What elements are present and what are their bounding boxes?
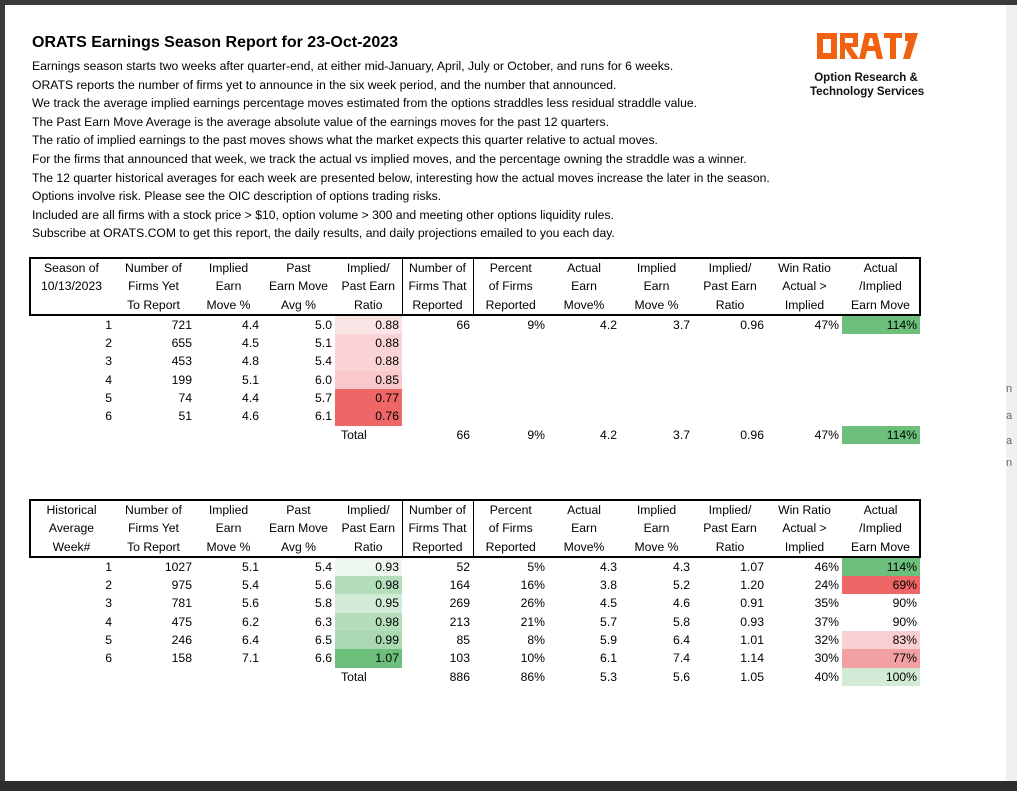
table-cell: 269 xyxy=(449,596,470,611)
column-header: Past Earn xyxy=(703,521,757,536)
column-header: of Firms xyxy=(488,521,533,536)
total-cell: 4.2 xyxy=(600,427,617,442)
table-cell: 453 xyxy=(171,354,192,369)
table-cell xyxy=(402,407,473,425)
column-header: Past xyxy=(262,500,335,519)
column-header: Reported xyxy=(402,538,473,557)
table-cell xyxy=(767,334,842,352)
table-cell: 4.2 xyxy=(600,317,617,332)
column-header: Firms That xyxy=(402,277,473,295)
column-header: Earn Move xyxy=(269,279,328,294)
table-cell xyxy=(842,389,920,407)
description-line: The 12 quarter historical averages for each week are presented below, interesting how the actual moves increase the later in the season. xyxy=(32,170,770,185)
table-cell: 3 xyxy=(105,596,112,611)
table-cell xyxy=(842,407,920,425)
total-cell: 100% xyxy=(842,668,920,686)
table-cell: 3.8 xyxy=(600,578,617,593)
table-cell: 35% xyxy=(814,596,839,611)
table-cell xyxy=(842,371,920,389)
table-cell: 46% xyxy=(814,559,839,574)
table-cell xyxy=(473,407,548,425)
table-cell xyxy=(473,352,548,370)
column-header: Implied xyxy=(767,296,842,315)
column-header: Percent xyxy=(473,258,548,277)
table-cell: 6.2 xyxy=(242,614,259,629)
column-header: Reported xyxy=(473,538,548,557)
table-cell: 4.4 xyxy=(242,391,259,406)
table-cell xyxy=(402,371,473,389)
table-row xyxy=(30,352,920,370)
column-header: Ratio xyxy=(335,538,402,557)
table-cell: 6.6 xyxy=(315,651,332,666)
table-cell xyxy=(842,334,920,352)
table-cell xyxy=(767,407,842,425)
table-cell: 4.4 xyxy=(242,317,259,332)
table-cell xyxy=(693,371,767,389)
table-cell: 0.77 xyxy=(335,389,402,407)
column-header: Actual xyxy=(842,258,920,277)
table-cell: 6 xyxy=(105,409,112,424)
total-cell: 886 xyxy=(449,669,470,684)
total-cell: 66 xyxy=(456,427,470,442)
column-header: Ratio xyxy=(693,538,767,557)
total-cell: 5.3 xyxy=(600,669,617,684)
table-cell: 52 xyxy=(456,559,470,574)
table-cell xyxy=(473,389,548,407)
table-cell: 6 xyxy=(105,651,112,666)
table-cell: 4.5 xyxy=(242,336,259,351)
column-header xyxy=(30,296,112,315)
table-cell: 4.6 xyxy=(673,596,690,611)
table-cell: 3 xyxy=(105,354,112,369)
table-cell xyxy=(693,352,767,370)
column-header: Move % xyxy=(620,538,693,557)
description-line: The ratio of implied earnings to the past moves shows what the market expects this quarter relative to actual moves. xyxy=(32,133,658,148)
table-cell: 5.1 xyxy=(242,559,259,574)
table-cell: 16% xyxy=(520,578,545,593)
table-row xyxy=(30,315,920,334)
table-cell: 655 xyxy=(171,336,192,351)
table-cell: 5.1 xyxy=(242,372,259,387)
table-cell: 30% xyxy=(814,651,839,666)
column-header: Reported xyxy=(402,296,473,315)
table-cell: 1 xyxy=(105,559,112,574)
table-cell xyxy=(402,389,473,407)
table-row xyxy=(30,334,920,352)
total-cell: 47% xyxy=(814,427,839,442)
column-header: Actual xyxy=(548,258,620,277)
table-cell: 9% xyxy=(527,317,545,332)
table-cell xyxy=(767,352,842,370)
column-header: /Implied xyxy=(842,519,920,537)
logo-caption-line2: Technology Services xyxy=(810,86,925,98)
column-header: Earn Move xyxy=(842,296,920,315)
column-header: Earn xyxy=(571,521,597,536)
table-cell: 0.98 xyxy=(335,576,402,594)
total-cell: 0.96 xyxy=(740,427,764,442)
column-header: Ratio xyxy=(335,296,402,315)
table-cell: 5.2 xyxy=(673,578,690,593)
table-cell: 5.6 xyxy=(242,596,259,611)
column-header: Earn xyxy=(643,279,670,294)
column-header: Past Earn xyxy=(335,277,402,295)
table-cell: 0.76 xyxy=(335,407,402,425)
column-header: Implied/ xyxy=(693,258,767,277)
column-header: Past Earn xyxy=(703,279,757,294)
report-title: ORATS Earnings Season Report for 23-Oct-2023 xyxy=(32,34,399,51)
table-cell: 114% xyxy=(842,557,920,576)
column-header: Historical xyxy=(30,500,112,519)
table-cell: 1.07 xyxy=(335,649,402,667)
table-cell: 6.5 xyxy=(315,633,332,648)
table-cell: 0.85 xyxy=(335,371,402,389)
column-header: Actual > xyxy=(782,521,827,536)
current-season-table xyxy=(29,257,921,444)
table-cell xyxy=(402,334,473,352)
table-cell: 83% xyxy=(842,631,920,649)
table-cell xyxy=(767,389,842,407)
table-cell: 0.98 xyxy=(335,613,402,631)
table-cell: 164 xyxy=(449,578,470,593)
description-line: Subscribe at ORATS.COM to get this report, the daily results, and daily projections emailed to you each day. xyxy=(32,226,615,241)
table-cell: 37% xyxy=(814,614,839,629)
table-cell: 5.7 xyxy=(600,614,617,629)
window-bottom-edge xyxy=(0,781,1017,791)
orats-logo xyxy=(810,29,925,103)
table-cell: 114% xyxy=(842,315,920,334)
table-cell xyxy=(548,407,620,425)
column-header: Past Earn xyxy=(335,519,402,537)
table-cell: 4.3 xyxy=(673,559,690,574)
column-header: To Report xyxy=(112,538,195,557)
table-cell xyxy=(842,352,920,370)
column-header: Move % xyxy=(620,296,693,315)
table-cell: 1.01 xyxy=(740,633,764,648)
column-header: Earn xyxy=(215,279,242,294)
column-header: Implied/ xyxy=(335,500,402,519)
table-row xyxy=(30,649,920,667)
table-cell: 3.7 xyxy=(673,317,690,332)
table-row xyxy=(30,407,920,425)
table-cell: 5.7 xyxy=(315,391,332,406)
table-cell: 475 xyxy=(171,614,192,629)
logo-caption xyxy=(810,71,925,99)
column-header: Past xyxy=(262,258,335,277)
table-cell: 51 xyxy=(178,409,192,424)
column-header: To Report xyxy=(112,296,195,315)
edge-glyph: a xyxy=(1006,410,1013,422)
column-header: Move % xyxy=(195,538,262,557)
description-line: The Past Earn Move Average is the average absolute value of the earnings moves for the past 12 quarters. xyxy=(32,114,609,129)
table-cell: 1.07 xyxy=(740,559,764,574)
table-cell: 0.93 xyxy=(740,614,764,629)
column-header: Move % xyxy=(195,296,262,315)
column-header: Implied/ xyxy=(335,258,402,277)
table-cell: 1027 xyxy=(164,559,192,574)
column-header: /Implied xyxy=(842,277,920,295)
table-cell xyxy=(473,371,548,389)
column-header: Win Ratio xyxy=(767,258,842,277)
column-header: Earn xyxy=(571,279,597,294)
description-line: ORATS reports the number of firms yet to announce in the six week period, and the number that announced. xyxy=(32,77,617,92)
table-cell: 5.8 xyxy=(673,614,690,629)
total-cell: 9% xyxy=(527,427,545,442)
table-cell: 6.3 xyxy=(315,614,332,629)
column-header: Move% xyxy=(548,538,620,557)
table-cell: 6.1 xyxy=(600,651,617,666)
column-header: Implied xyxy=(767,538,842,557)
edge-glyph: n xyxy=(1006,457,1013,469)
column-header: 10/13/2023 xyxy=(30,277,112,295)
column-header: Avg % xyxy=(262,296,335,315)
table-cell xyxy=(767,371,842,389)
total-cell: 5.6 xyxy=(673,669,690,684)
description-line: Options involve risk. Please see the OIC description of options trading risks. xyxy=(32,189,442,204)
table-cell: 0.93 xyxy=(335,557,402,576)
total-label: Total xyxy=(341,669,367,684)
table-row xyxy=(30,371,920,389)
table-cell: 5.9 xyxy=(600,633,617,648)
table-cell: 199 xyxy=(171,372,192,387)
table-cell: 0.91 xyxy=(740,596,764,611)
table-cell: 4.3 xyxy=(600,559,617,574)
historical-average-table xyxy=(29,499,921,686)
table-cell: 90% xyxy=(842,613,920,631)
table-cell xyxy=(620,371,693,389)
table-cell: 5.8 xyxy=(315,596,332,611)
table-cell: 1.14 xyxy=(740,651,764,666)
column-header: Actual xyxy=(842,500,920,519)
column-header: Season of xyxy=(30,258,112,277)
table-cell: 4.6 xyxy=(242,409,259,424)
total-cell: 114% xyxy=(842,426,920,444)
column-header: Implied xyxy=(620,500,693,519)
table-cell: 8% xyxy=(527,633,545,648)
table-cell: 6.1 xyxy=(315,409,332,424)
column-header: Implied/ xyxy=(693,500,767,519)
table-row xyxy=(30,613,920,631)
table-cell: 5.6 xyxy=(315,578,332,593)
column-header: Earn Move xyxy=(842,538,920,557)
table-cell: 975 xyxy=(171,578,192,593)
table-cell xyxy=(548,371,620,389)
total-cell: 86% xyxy=(520,669,545,684)
table-cell: 66 xyxy=(456,317,470,332)
table-cell: 69% xyxy=(842,576,920,594)
column-header: Number of xyxy=(402,500,473,519)
table-cell: 213 xyxy=(449,614,470,629)
column-header: Percent xyxy=(473,500,548,519)
column-header: Number of xyxy=(402,258,473,277)
table-cell: 85 xyxy=(456,633,470,648)
table-cell: 0.88 xyxy=(335,315,402,334)
total-cell: 40% xyxy=(814,669,839,684)
table-cell: 721 xyxy=(171,317,192,332)
edge-glyph: a xyxy=(1006,435,1013,447)
orats-wordmark-logo xyxy=(815,29,919,63)
description-line: Earnings season starts two weeks after quarter-end, at either mid-January, April, July or October, and runs for 6 weeks. xyxy=(32,59,674,73)
table-cell: 90% xyxy=(842,594,920,612)
table-cell: 21% xyxy=(520,614,545,629)
column-header: Ratio xyxy=(693,296,767,315)
table-cell: 5.4 xyxy=(315,354,332,369)
table-cell: 1 xyxy=(105,317,112,332)
table-cell: 5 xyxy=(105,633,112,648)
column-header: Week# xyxy=(30,538,112,557)
table-cell: 4 xyxy=(105,372,112,387)
column-header: Average xyxy=(30,519,112,537)
column-header: Actual > xyxy=(782,279,827,294)
column-header: Win Ratio xyxy=(767,500,842,519)
table-cell: 781 xyxy=(171,596,192,611)
column-header: Earn xyxy=(643,521,670,536)
total-row xyxy=(30,668,920,686)
table-cell xyxy=(548,334,620,352)
table-cell xyxy=(693,334,767,352)
table-cell: 2 xyxy=(105,578,112,593)
table-row xyxy=(30,557,920,576)
table-cell: 103 xyxy=(449,651,470,666)
column-header: Move% xyxy=(548,296,620,315)
total-cell: 1.05 xyxy=(740,669,764,684)
table-row xyxy=(30,631,920,649)
table-cell: 0.88 xyxy=(335,352,402,370)
total-cell: 3.7 xyxy=(673,427,690,442)
table-cell: 0.95 xyxy=(335,594,402,612)
table-cell: 6.4 xyxy=(242,633,259,648)
table-row xyxy=(30,576,920,594)
total-row xyxy=(30,426,920,444)
column-header: Implied xyxy=(620,258,693,277)
table-cell xyxy=(693,389,767,407)
table-cell: 158 xyxy=(171,651,192,666)
table-cell xyxy=(620,389,693,407)
table-cell: 1.20 xyxy=(740,578,764,593)
table-cell: 2 xyxy=(105,336,112,351)
table-cell xyxy=(402,352,473,370)
logo-caption-line1: Option Research & xyxy=(814,72,918,84)
column-header: Earn Move xyxy=(269,521,328,536)
column-header: Firms Yet xyxy=(128,279,179,294)
column-header: of Firms xyxy=(488,279,533,294)
table-cell xyxy=(473,334,548,352)
table-cell: 0.88 xyxy=(335,334,402,352)
table-cell: 5% xyxy=(527,559,545,574)
column-header: Actual xyxy=(548,500,620,519)
table-cell: 0.96 xyxy=(740,317,764,332)
table-cell: 5 xyxy=(105,391,112,406)
table-cell: 74 xyxy=(178,391,192,406)
report-page xyxy=(5,5,1006,781)
background-window-edge xyxy=(1006,5,1017,791)
column-header: Earn xyxy=(215,521,242,536)
column-header: Firms That xyxy=(402,519,473,537)
column-header: Reported xyxy=(473,296,548,315)
table-cell: 32% xyxy=(814,633,839,648)
table-cell: 6.4 xyxy=(673,633,690,648)
table-cell: 246 xyxy=(171,633,192,648)
edge-glyph: n xyxy=(1006,383,1013,395)
report-description xyxy=(32,57,812,243)
table-cell xyxy=(620,334,693,352)
table-cell: 5.4 xyxy=(242,578,259,593)
total-label: Total xyxy=(341,427,367,442)
table-cell: 5.1 xyxy=(315,336,332,351)
table-cell: 24% xyxy=(814,578,839,593)
column-header: Avg % xyxy=(262,538,335,557)
column-header: Implied xyxy=(195,500,262,519)
table-cell: 5.4 xyxy=(315,559,332,574)
description-line: For the firms that announced that week, we track the actual vs implied moves, and the percentage owning the straddle was a winner. xyxy=(32,151,747,166)
table-cell: 47% xyxy=(814,317,839,332)
table-cell xyxy=(620,407,693,425)
table-cell: 4.5 xyxy=(600,596,617,611)
table-cell: 7.1 xyxy=(242,651,259,666)
table-cell xyxy=(548,389,620,407)
column-header: Implied xyxy=(195,258,262,277)
table-cell: 7.4 xyxy=(673,651,690,666)
table-cell: 0.99 xyxy=(335,631,402,649)
table-cell xyxy=(693,407,767,425)
table-row xyxy=(30,389,920,407)
table-cell: 26% xyxy=(520,596,545,611)
description-line: We track the average implied earnings percentage moves estimated from the options straddles less residual straddle value. xyxy=(32,96,698,111)
table-cell: 10% xyxy=(520,651,545,666)
table-row xyxy=(30,594,920,612)
table-cell: 77% xyxy=(842,649,920,667)
table-cell: 4.8 xyxy=(242,354,259,369)
table-cell: 6.0 xyxy=(315,372,332,387)
description-line: Included are all firms with a stock price > $10, option volume > 300 and meeting other options liquidity rules. xyxy=(32,207,614,222)
column-header: Firms Yet xyxy=(128,521,179,536)
table-cell xyxy=(548,352,620,370)
table-cell: 4 xyxy=(105,614,112,629)
table-cell: 5.0 xyxy=(315,317,332,332)
table-cell xyxy=(620,352,693,370)
column-header: Number of xyxy=(112,258,195,277)
column-header: Number of xyxy=(112,500,195,519)
